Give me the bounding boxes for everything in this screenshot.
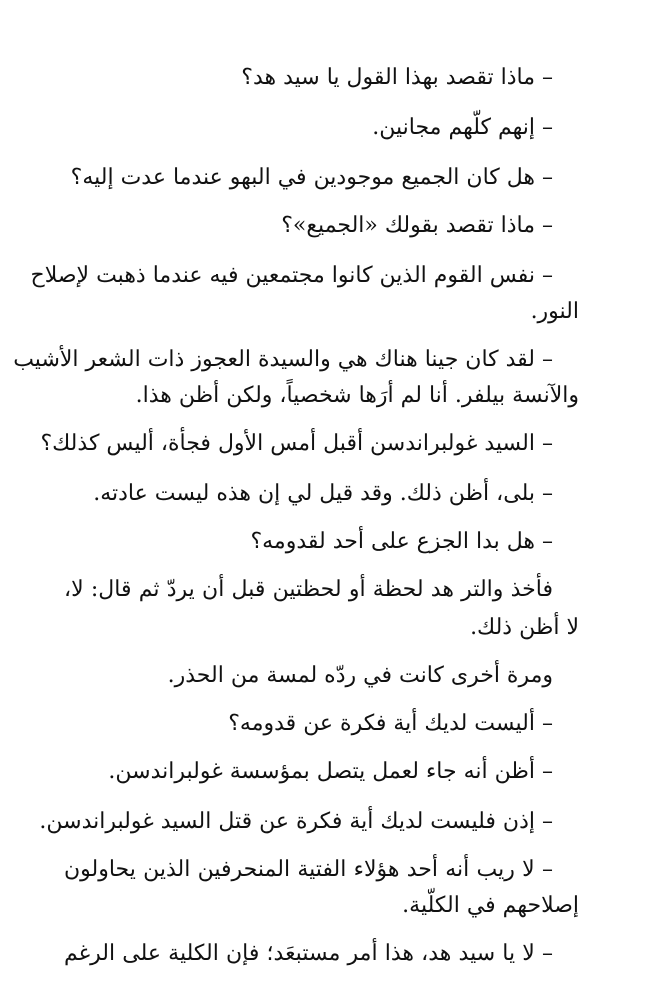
dialogue-line: – إنهم كلّهم مجانين. [372, 115, 553, 140]
dialogue-line: – لقد كان جينا هناك هي والسيدة العجوز ذات الشعر الأشيب [13, 347, 553, 372]
dialogue-line: – بلى، أظن ذلك. وقد قيل لي إن هذه ليست عادته. [93, 481, 553, 506]
narration-line: فأخذ والتر هد لحظة أو لحظتين قبل أن يردّ ثم قال: لا، [64, 577, 553, 602]
dialogue-line-continued: إصلاحهم في الكلّية. [402, 893, 579, 918]
dialogue-line: – إذن فليست لديك أية فكرة عن قتل السيد غولبراندسن. [39, 809, 553, 834]
dialogue-line: – هل بدا الجزع على أحد لقدومه؟ [250, 529, 553, 554]
dialogue-line-continued: النور. [530, 299, 579, 324]
dialogue-line: – أظن أنه جاء لعمل يتصل بمؤسسة غولبراندسن. [108, 759, 553, 784]
dialogue-line: – السيد غولبراندسن أقبل أمس الأول فجأة، أليس كذلك؟ [40, 431, 553, 456]
dialogue-line: – نفس القوم الذين كانوا مجتمعين فيه عندما ذهبت لإصلاح [30, 263, 553, 288]
dialogue-line-continued: والآنسة بيلفر. أنا لم أرَها شخصياً، ولكن أظن هذا. [135, 383, 579, 408]
dialogue-line: – لا ريب أنه أحد هؤلاء الفتية المنحرفين الذين يحاولون [64, 857, 553, 882]
narration-line: ومرة أخرى كانت في ردّه لمسة من الحذر. [167, 663, 553, 688]
dialogue-line: – لا يا سيد هد، هذا أمر مستبعَد؛ فإن الكلية على الرغم [64, 941, 553, 966]
narration-line-continued: لا أظن ذلك. [470, 615, 579, 640]
dialogue-line: – هل كان الجميع موجودين في البهو عندما عدت إليه؟ [70, 165, 553, 190]
dialogue-line: – ماذا تقصد بهذا القول يا سيد هد؟ [241, 65, 553, 90]
dialogue-line: – أليست لديك أية فكرة عن قدومه؟ [228, 711, 553, 736]
dialogue-line: – ماذا تقصد بقولك «الجميع»؟ [281, 213, 553, 238]
